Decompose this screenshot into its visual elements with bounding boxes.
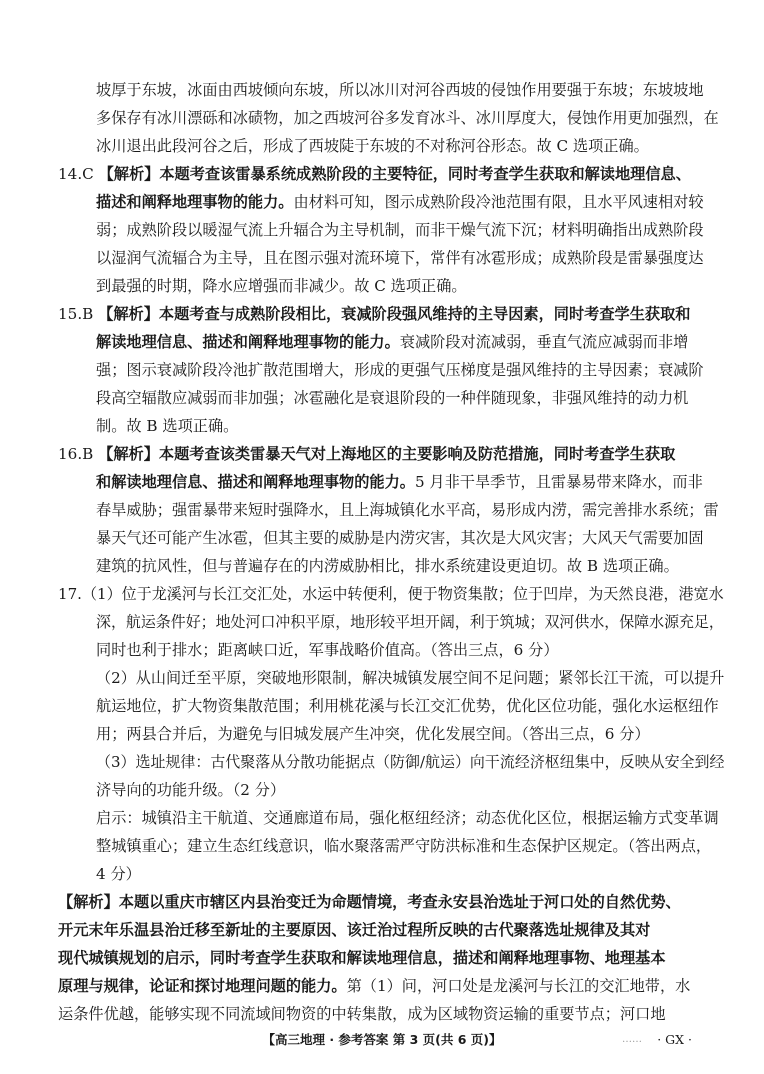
text-line — [96, 248, 704, 268]
text-line — [58, 920, 650, 940]
text-line — [96, 192, 704, 212]
text-segment: 多保存有冰川漂砾和冰碛物，加之西坡河谷多发育冰斗、冰川厚度大，侵蚀作用更加强烈，在 — [96, 109, 719, 127]
text-segment: 启示：城镇沿主干航道、交通廊道布局，强化枢纽经济；动态优化区位，根据运输方式变革调 — [96, 809, 719, 827]
text-line — [96, 220, 704, 240]
text-line — [96, 780, 285, 800]
text-segment: 济导向的功能升级。（2 分） — [96, 781, 286, 799]
text-segment: 整城镇重心；建立生态红线意识，临水聚落需严守防洪标准和生态保护区规定。（答出两点， — [96, 837, 712, 855]
text-line — [96, 388, 688, 408]
text-line — [96, 360, 704, 380]
text-line — [96, 556, 679, 576]
text-segment: 16.B — [58, 445, 99, 463]
text-line — [58, 948, 666, 968]
text-segment: 同时也利于排水；距离峡口近，军事战略价值高。（答出三点，6 分） — [96, 641, 559, 659]
text-line — [96, 808, 719, 828]
text-line — [96, 752, 724, 772]
text-line — [58, 444, 675, 464]
text-segment: 强；图示衰减阶段冷池扩散范围增大，形成的更强气压梯度是强风维持的主导因素；衰减阶 — [96, 361, 704, 379]
bold-text-segment: 【解析】本题以重庆市辖区内县治变迁为命题情境，考查永安县治选址于河口处的自然优势、 — [58, 893, 681, 911]
text-segment: 春旱威胁；强雷暴带来短时强降水，且上海城镇化水平高，易形成内涝，需完善排水系统；雷 — [96, 501, 719, 519]
text-segment: 到最强的时期，降水应增强而非减少。故 C 选项正确。 — [96, 277, 467, 295]
text-segment: 弱；成熟阶段以暖湿气流上升辐合为主导机制，而非干燥气流下沉；材料明确指出成熟阶段 — [96, 221, 704, 239]
text-segment: 15.B — [58, 305, 99, 323]
text-line — [96, 724, 650, 744]
text-line — [96, 108, 719, 128]
text-line — [96, 640, 559, 660]
text-segment: 暴天气还可能产生冰雹，但其主要的威胁是内涝灾害，其次是大风灾害；大风天气需要加固 — [96, 529, 704, 547]
text-segment: 运条件优越，能够实现不同流域间物资的中转集散，成为区域物资运输的重要节点；河口地 — [58, 1005, 666, 1023]
text-segment: 用；两县合并后，为避免与旧城发展产生冲突，优化发展空间。（答出三点，6 分） — [96, 725, 650, 743]
text-line — [58, 1004, 666, 1024]
bold-text-segment: 解读地理信息、描述和阐释地理事物的能力。 — [96, 333, 400, 351]
footer-dots: …… — [622, 1034, 642, 1045]
text-line — [96, 276, 467, 296]
bold-text-segment: 原理与规律，论证和探讨地理问题的能力。 — [58, 977, 347, 995]
text-line — [58, 304, 690, 324]
bold-text-segment: 【解析】本题考查与成熟阶段相比，衰减阶段强风维持的主导因素，同时考查学生获取和 — [98, 305, 691, 323]
text-segment: 17.（1）位于龙溪河与长江交汇处，水运中转便利，便于物资集散；位于凹岸，为天然良港，港宽水 — [58, 585, 724, 603]
text-line — [58, 976, 690, 996]
text-line — [58, 584, 724, 604]
bold-text-segment: 【解析】本题考查该雷暴系统成熟阶段的主要特征，同时考查学生获取和解读地理信息、 — [98, 165, 691, 183]
text-line — [96, 864, 141, 884]
text-line — [96, 612, 724, 632]
text-segment: 冰川退出此段河谷之后，形成了西坡陡于东坡的不对称河谷形态。故 C 选项正确。 — [96, 137, 649, 155]
text-line — [96, 332, 688, 352]
bold-text-segment: 现代城镇规划的启示，同时考查学生获取和解读地理信息，描述和阐释地理事物、地理基本 — [58, 949, 666, 967]
text-segment: （2）从山间迁至平原，突破地形限制，解决城镇发展空间不足问题；紧邻长江干流，可以提升 — [96, 669, 725, 687]
text-segment: 14.C — [58, 165, 99, 183]
text-segment: 坡厚于东坡，冰面由西坡倾向东坡，所以冰川对河谷西坡的侵蚀作用要强于东坡；东坡坡地 — [96, 81, 704, 99]
text-line — [96, 836, 711, 856]
text-segment: 航运地位，扩大物资集散范围；利用桃花溪与长江交汇优势，优化区位功能，强化水运枢纽作 — [96, 697, 719, 715]
text-segment: 段高空辐散应减弱而非加强；冰雹融化是衰退阶段的一种伴随现象，非强风维持的动力机 — [96, 389, 689, 407]
text-segment: 制。故 B 选项正确。 — [96, 417, 239, 435]
text-segment: 深，航运条件好；地处河口冲积平原，地形较平坦开阔，利于筑城；双河供水，保障水源充足， — [96, 613, 724, 631]
text-segment: 5 月非干旱季节，且雷暴易带来降水，而非 — [414, 473, 703, 491]
text-line — [96, 528, 704, 548]
text-segment: 第（1）问，河口处是龙溪河与长江的交汇地带，水 — [346, 977, 691, 995]
bold-text-segment: 和解读地理信息、描述和阐释地理事物的能力。 — [96, 473, 415, 491]
text-line — [96, 416, 238, 436]
text-segment: （3）选址规律：古代聚落从分散功能据点（防御/航运）向干流经济枢纽集中，反映从安全到经 — [96, 753, 725, 771]
text-line — [58, 164, 691, 184]
text-line — [96, 668, 724, 688]
footer-page-info: 【高三地理 · 参考答案 第 3 页(共 6 页)】 — [262, 1032, 502, 1047]
bold-text-segment: 开元末年乐温县治迁移至新址的主要原因、该迁治过程所反映的古代聚落选址规律及其对 — [58, 921, 651, 939]
text-segment: 由材料可知，图示成熟阶段冷池范围有限，且水平风速相对较 — [293, 193, 704, 211]
bold-text-segment: 描述和阐释地理事物的能力。 — [96, 193, 294, 211]
text-segment: 衰减阶段对流减弱，垂直气流应减弱而非增 — [399, 333, 689, 351]
footer-code: · GX · — [657, 1032, 692, 1047]
text-line — [58, 892, 681, 912]
text-line — [96, 696, 719, 716]
text-line — [96, 136, 649, 156]
text-segment: 以湿润气流辐合为主导，且在图示强对流环境下，常伴有冰雹形成；成熟阶段是雷暴强度达 — [96, 249, 704, 267]
text-line — [96, 500, 719, 520]
page-footer — [0, 1028, 764, 1052]
text-line — [96, 472, 703, 492]
text-line — [96, 80, 704, 100]
text-segment: 4 分） — [96, 865, 141, 883]
bold-text-segment: 【解析】本题考查该类雷暴天气对上海地区的主要影响及防范措施，同时考查学生获取 — [98, 445, 676, 463]
text-segment: 建筑的抗风性，但与普遍存在的内涝威胁相比，排水系统建设更迫切。故 B 选项正确。 — [96, 557, 679, 575]
